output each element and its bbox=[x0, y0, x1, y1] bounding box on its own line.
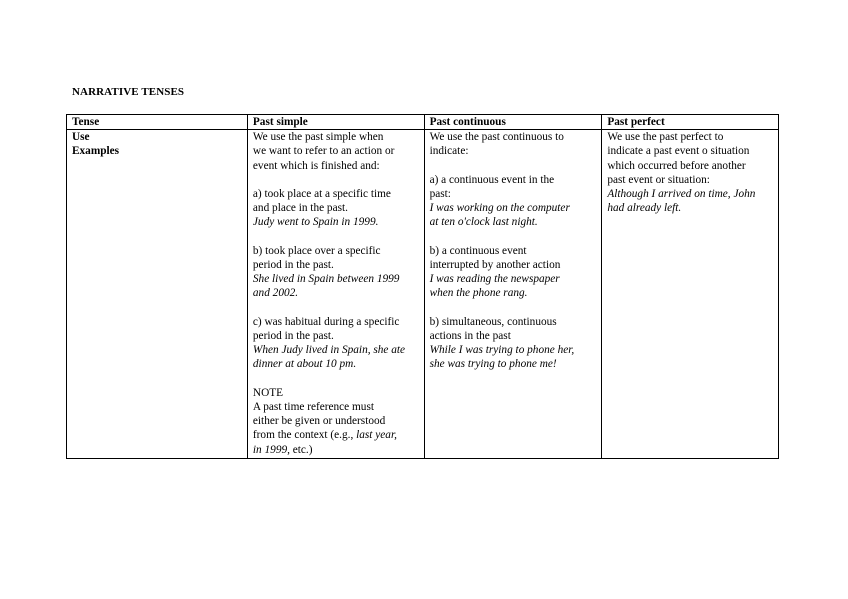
past-simple-b-text: b) took place over a specific bbox=[252, 244, 381, 257]
note-italic-example: last year, bbox=[356, 429, 397, 442]
past-simple-c-text: c) was habitual during a specific bbox=[252, 315, 400, 328]
past-perfect-intro-line: which occurred before another bbox=[607, 159, 746, 172]
document-title: NARRATIVE TENSES bbox=[72, 86, 185, 98]
header-past-simple: Past simple bbox=[247, 115, 424, 130]
note-suffix: etc.) bbox=[289, 443, 313, 456]
past-simple-cell bbox=[247, 130, 424, 459]
past-simple-note-line bbox=[253, 443, 419, 457]
past-continuous-b-text: interrupted by another action bbox=[429, 259, 561, 271]
table-header-row bbox=[67, 115, 779, 130]
past-simple-c-text: period in the past. bbox=[252, 330, 334, 342]
past-perfect-cell bbox=[602, 130, 779, 459]
past-perfect-example: had already left. bbox=[607, 202, 682, 215]
past-simple-intro-line: we want to refer to an action or bbox=[252, 145, 395, 158]
past-continuous-c-example: While I was trying to phone her, bbox=[429, 344, 575, 357]
past-continuous-intro-line: We use the past continuous to bbox=[429, 131, 564, 144]
past-simple-note-label: NOTE bbox=[252, 386, 284, 399]
past-perfect-intro-line: past event or situation: bbox=[607, 173, 710, 186]
past-simple-intro-line: event which is finished and: bbox=[252, 159, 380, 172]
past-simple-note-text: either be given or understood bbox=[252, 415, 386, 428]
past-simple-c-example: dinner at about 10 pm. bbox=[252, 358, 357, 371]
past-perfect-intro-line: indicate a past event o situation bbox=[607, 145, 750, 158]
past-continuous-c-example: she was trying to phone me! bbox=[429, 358, 557, 371]
past-continuous-a-example: at ten o'clock last night. bbox=[429, 216, 538, 229]
note-prefix: from the context (e.g., bbox=[252, 429, 354, 442]
row-label-cell bbox=[67, 130, 248, 459]
past-continuous-a-example: I was working on the computer bbox=[429, 202, 570, 215]
past-simple-b-text: period in the past. bbox=[252, 259, 334, 271]
past-simple-intro-line: We use the past simple when bbox=[252, 131, 384, 144]
past-continuous-cell bbox=[424, 130, 602, 459]
past-perfect-example: Although I arrived on time, John bbox=[607, 188, 756, 201]
past-simple-a-example: Judy went to Spain in 1999. bbox=[252, 216, 379, 229]
header-past-continuous: Past continuous bbox=[424, 115, 602, 130]
past-simple-c-example: When Judy lived in Spain, she ate bbox=[252, 344, 406, 357]
past-continuous-c-text: actions in the past bbox=[429, 330, 511, 342]
past-continuous-b-example: I was reading the newspaper bbox=[429, 273, 560, 286]
row-label-examples: Examples bbox=[72, 145, 120, 158]
past-continuous-b-example: when the phone rang. bbox=[429, 287, 528, 300]
past-simple-note-line bbox=[253, 428, 419, 442]
past-continuous-intro-line: indicate: bbox=[429, 145, 469, 158]
past-continuous-b-text: b) a continuous event bbox=[429, 244, 527, 257]
past-continuous-a-text: a) a continuous event in the bbox=[429, 173, 555, 186]
note-italic-example: in 1999, bbox=[252, 443, 290, 456]
past-simple-b-example: and 2002. bbox=[252, 287, 299, 300]
row-label-use: Use bbox=[72, 131, 90, 144]
table-row bbox=[67, 130, 779, 459]
past-continuous-c-text: b) simultaneous, continuous bbox=[429, 315, 557, 328]
header-past-perfect: Past perfect bbox=[602, 115, 779, 130]
past-simple-a-text: a) took place at a specific time bbox=[252, 188, 391, 200]
past-simple-note-text: A past time reference must bbox=[252, 401, 374, 413]
past-simple-b-example: She lived in Spain between 1999 bbox=[252, 273, 400, 286]
narrative-tenses-table bbox=[66, 114, 779, 459]
header-tense: Tense bbox=[67, 115, 248, 130]
past-continuous-a-text: past: bbox=[429, 188, 451, 200]
past-perfect-intro-line: We use the past perfect to bbox=[607, 131, 724, 144]
past-simple-a-text: and place in the past. bbox=[252, 202, 348, 215]
